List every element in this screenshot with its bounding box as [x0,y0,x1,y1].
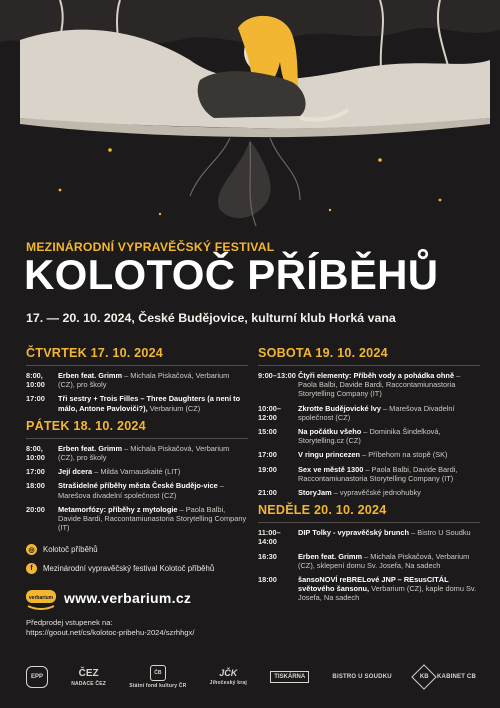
program-left-column [26,346,248,538]
event-row [26,481,248,499]
presale-info [26,618,194,638]
event-detail: – Paola Balbi, Davide Bardi, Raccontamiunastoria Storytelling Company (IT) [58,504,247,533]
event-title: Erben feat. Grimm [58,371,123,380]
sponsor-logo-epp [26,666,48,688]
header-illustration [0,0,500,240]
event-row [258,465,480,483]
sponsor-logos [26,660,476,694]
fund-logo-icon: ČB [150,665,166,681]
sponsor-name: KABINET CB [437,674,476,680]
day-heading: SOBOTA 19. 10. 2024 [258,346,388,360]
festival-title: KOLOTOČ PŘÍBĚHŮ [24,251,439,298]
sponsor-logo-cez [71,668,106,687]
presale-url[interactable]: https://goout.net/cs/kolotoc-pribehu-2024/szrhhgx/ [26,628,195,637]
event-detail: – Marešova Divadelní společnost (CZ) [298,403,455,422]
sponsor-name: NADACE ČEZ [71,680,107,687]
sponsor-logo-bistro [332,674,391,680]
event-time: 21:00 [258,488,277,498]
event-time: 15:00 [258,427,277,437]
event-row [258,528,480,546]
day-block [258,346,480,497]
website-link[interactable]: www.verbarium.cz [64,590,192,606]
sponsor-logo-kabinet [415,668,476,686]
instagram-label: Kolotoč příběhů [43,545,98,554]
event-row [258,404,480,422]
sponsor-name: Státní fond kultury ČR [129,683,187,689]
region-logo-icon: JČK [219,668,238,678]
festival-date-place: 17. — 20. 10. 2024, České Budějovice, kulturní klub Horká vana [26,311,396,325]
event-time: 17:00 [26,394,45,404]
divider [26,438,248,439]
verbarium-logo [26,588,56,610]
event-time: 8:00, 10:00 [26,443,45,463]
event-detail: – Milda Varnauskaitė (LIT) [92,467,181,477]
event-detail: – Bistro U Soudku [409,528,471,538]
divider [26,365,248,366]
facebook-link[interactable] [26,563,214,574]
event-row [26,505,248,533]
divider [258,365,480,366]
event-title: Strašidelné příběhy města České Budějo-vice [58,481,218,491]
event-time: 17:00 [26,467,45,477]
event-title: Erben feat. Grimm [298,551,363,561]
day-block [26,346,248,413]
event-row [258,575,480,603]
day-block [26,419,248,533]
event-detail: – Michala Piskačová, Verbarium (CZ), sklepení domu Sv. Josefa, Na sadech [298,551,470,570]
event-detail: – Paola Balbi, Davide Bardi, Raccontamiunastoria Storytelling Company (IT) [298,464,458,483]
event-detail: – Dominika Šindelková, Storytelling.cz (CZ) [298,427,441,446]
event-time: 19:00 [258,464,277,474]
event-title: StoryJam [298,488,332,498]
kabinet-logo-mark: KB [419,673,429,680]
event-title: šansoNOVÍ reBRELové JNP – REsusCITÁL světového šansonu, [298,575,449,594]
event-time: 20:00 [26,504,45,514]
verbarium-logo-text: verbarium [28,595,54,601]
day-block [258,503,480,602]
event-time: 18:00 [26,481,45,491]
event-time: 17:00 [258,450,277,460]
facebook-label: Mezinárodní vypravěčský festival Kolotoč příběhů [43,564,215,573]
tiskarna-logo-icon: TISKÁRNA [270,671,309,683]
event-row [26,371,248,389]
event-row [258,488,480,497]
program-right-column [258,346,480,609]
event-time: 11:00–14:00 [258,528,281,547]
sponsor-logo-fund [129,665,186,689]
event-detail: Verbarium (CZ) [147,403,201,413]
event-title: Erben feat. Grimm [58,443,123,453]
event-detail: – Příbehom na stopě (SK) [360,450,448,460]
presale-label: Předprodej vstupenek na: [26,618,113,627]
event-detail: Verbarium (CZ), kaple domu Sv. Josefa, Na sadech [298,584,477,603]
event-title: Zkrotte Budějovické lvy [298,403,381,413]
sponsor-logo-region [210,668,247,686]
event-row [26,444,248,462]
event-row [26,467,248,476]
event-time: 16:30 [258,551,277,561]
event-title: DIP Tolky - vypravěčský brunch [298,528,410,538]
event-row [258,427,480,445]
event-title: Čtyři elementy: Příběh vody a pohádka ohně [298,371,455,380]
event-time: 10:00–12:00 [258,403,282,422]
event-time: 8:00, 10:00 [26,371,45,390]
event-title: Její dcera [58,467,93,477]
event-title: Sex ve městě 1300 [298,464,364,474]
day-heading: ČTVRTEK 17. 10. 2024 [26,346,163,360]
event-row [258,450,480,459]
event-time: 9:00–13:00 [258,371,296,380]
event-row [258,552,480,570]
event-detail: – vypravěčské jednohubky [331,488,421,498]
event-detail: – Marešova divadelní společnost (CZ) [58,481,224,500]
event-title: Metamorfózy: příběhy z mytologie [58,504,178,514]
day-heading: NEDĚLE 20. 10. 2024 [258,503,387,518]
sponsor-name: BISTRO U SOUDKU [332,674,392,680]
event-time: 18:00 [258,575,277,585]
event-row [258,371,480,399]
epp-logo-icon: EPP [26,666,48,688]
sponsor-logo-tiskarna [270,671,309,683]
facebook-icon: f [26,563,37,574]
day-heading: PÁTEK 18. 10. 2024 [26,418,146,433]
event-detail: – Michala Piskačová, Verbarium (CZ), pro školy [58,371,230,390]
event-detail: – Paola Balbi, Davide Bardi, Raccontamiunastoria Storytelling Company (IT) [298,371,461,399]
event-title: V ringu princezen [298,450,361,460]
event-title: Na počátku všeho [298,427,362,437]
event-row [26,394,248,412]
kabinet-logo-icon [411,664,436,689]
event-title: Tři sestry + Trois Filles – Three Daughters (a není to málo, Antone Pavloviči?), [58,394,241,413]
instagram-link[interactable] [26,544,98,555]
festival-subtitle: MEZINÁRODNÍ VYPRAVĚČSKÝ FESTIVAL [26,240,275,254]
event-detail: – Michala Piskačová, Verbarium (CZ), pro školy [58,443,230,463]
divider [258,522,480,523]
instagram-icon: ◎ [26,544,37,555]
cez-logo-icon: ČEZ [78,667,99,679]
sponsor-name: Jihočeský kraj [209,680,247,686]
